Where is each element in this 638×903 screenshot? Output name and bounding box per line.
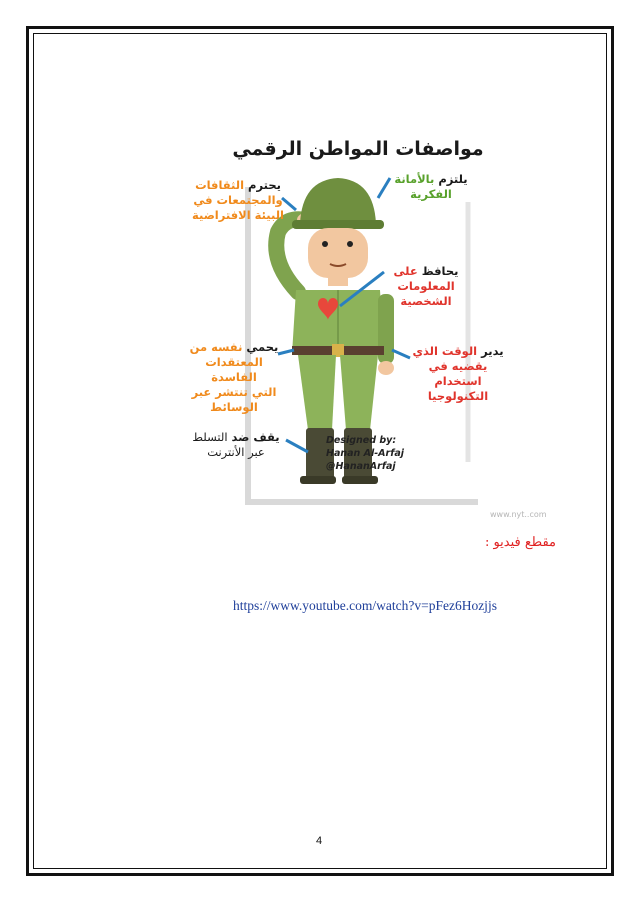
callout-protect-self-line3: الفاسدة [211, 370, 257, 384]
callout-protect-self-verb: يحمي [246, 340, 279, 354]
callout-cultures-highlight: الثقافات [195, 178, 245, 192]
callout-manage-time-line3: استخدام [434, 374, 482, 388]
callout-honesty-verb: يلتزم [438, 172, 468, 186]
callout-protect-self-line4: التي تنتشر عبر [191, 385, 277, 399]
callout-manage-time [406, 344, 510, 404]
credit-line-3: @HananArfaj [326, 461, 396, 472]
callout-manage-time-verb: يدير [481, 344, 504, 358]
video-link[interactable]: https://www.youtube.com/watch?v=pFez6Hozjjs [233, 598, 497, 613]
callout-manage-time-line4: التكنولوجيا [427, 389, 489, 403]
callout-cultures-verb: يحترم [248, 178, 281, 192]
callout-honesty [376, 172, 486, 202]
designer-credit [326, 434, 426, 473]
credit-line-1: Designed by: [326, 435, 397, 446]
credit-line-2: Hanan Al-Arfaj [326, 448, 404, 459]
video-label: مقطع فيديو : [484, 535, 556, 550]
infographic-title: مواصفات المواطن الرقمي [232, 138, 484, 160]
callout-anti-bullying-verb: يقف [253, 430, 280, 444]
callout-personal-info-highlight: على [393, 264, 418, 278]
callout-protect-self-line2: المعتقدات [205, 355, 263, 369]
callout-honesty-rest: الفكرية [410, 187, 452, 201]
callout-protect-self [184, 340, 284, 415]
callout-anti-bullying [188, 430, 284, 460]
callout-personal-info-line3: الشخصية [400, 294, 452, 308]
callout-cultures-line3: البيئة الافتراضية [192, 208, 284, 222]
page-number: 4 [315, 835, 323, 847]
callout-cultures [184, 178, 292, 223]
callout-protect-self-highlight: نفسه من [189, 340, 243, 354]
callout-honesty-highlight: بالأمانة [394, 172, 435, 186]
callout-personal-info [376, 264, 476, 309]
digital-citizen-infographic [178, 132, 547, 527]
callout-manage-time-line2: يقضيه في [428, 359, 488, 373]
callout-anti-bullying-line2: عبر الأنترنت [207, 445, 265, 459]
image-watermark: www.nyt..com [490, 510, 547, 519]
callout-personal-info-line2: المعلومات [397, 279, 455, 293]
callout-personal-info-verb: يحافظ [421, 264, 459, 278]
callout-anti-bullying-highlight: ضد [231, 430, 250, 444]
callout-cultures-line2: والمجتمعات في [193, 193, 283, 207]
callout-manage-time-highlight: الوقت الذي [412, 344, 478, 358]
callout-anti-bullying-rest: التسلط [192, 430, 228, 444]
callout-protect-self-line5: الوسائط [210, 400, 258, 414]
